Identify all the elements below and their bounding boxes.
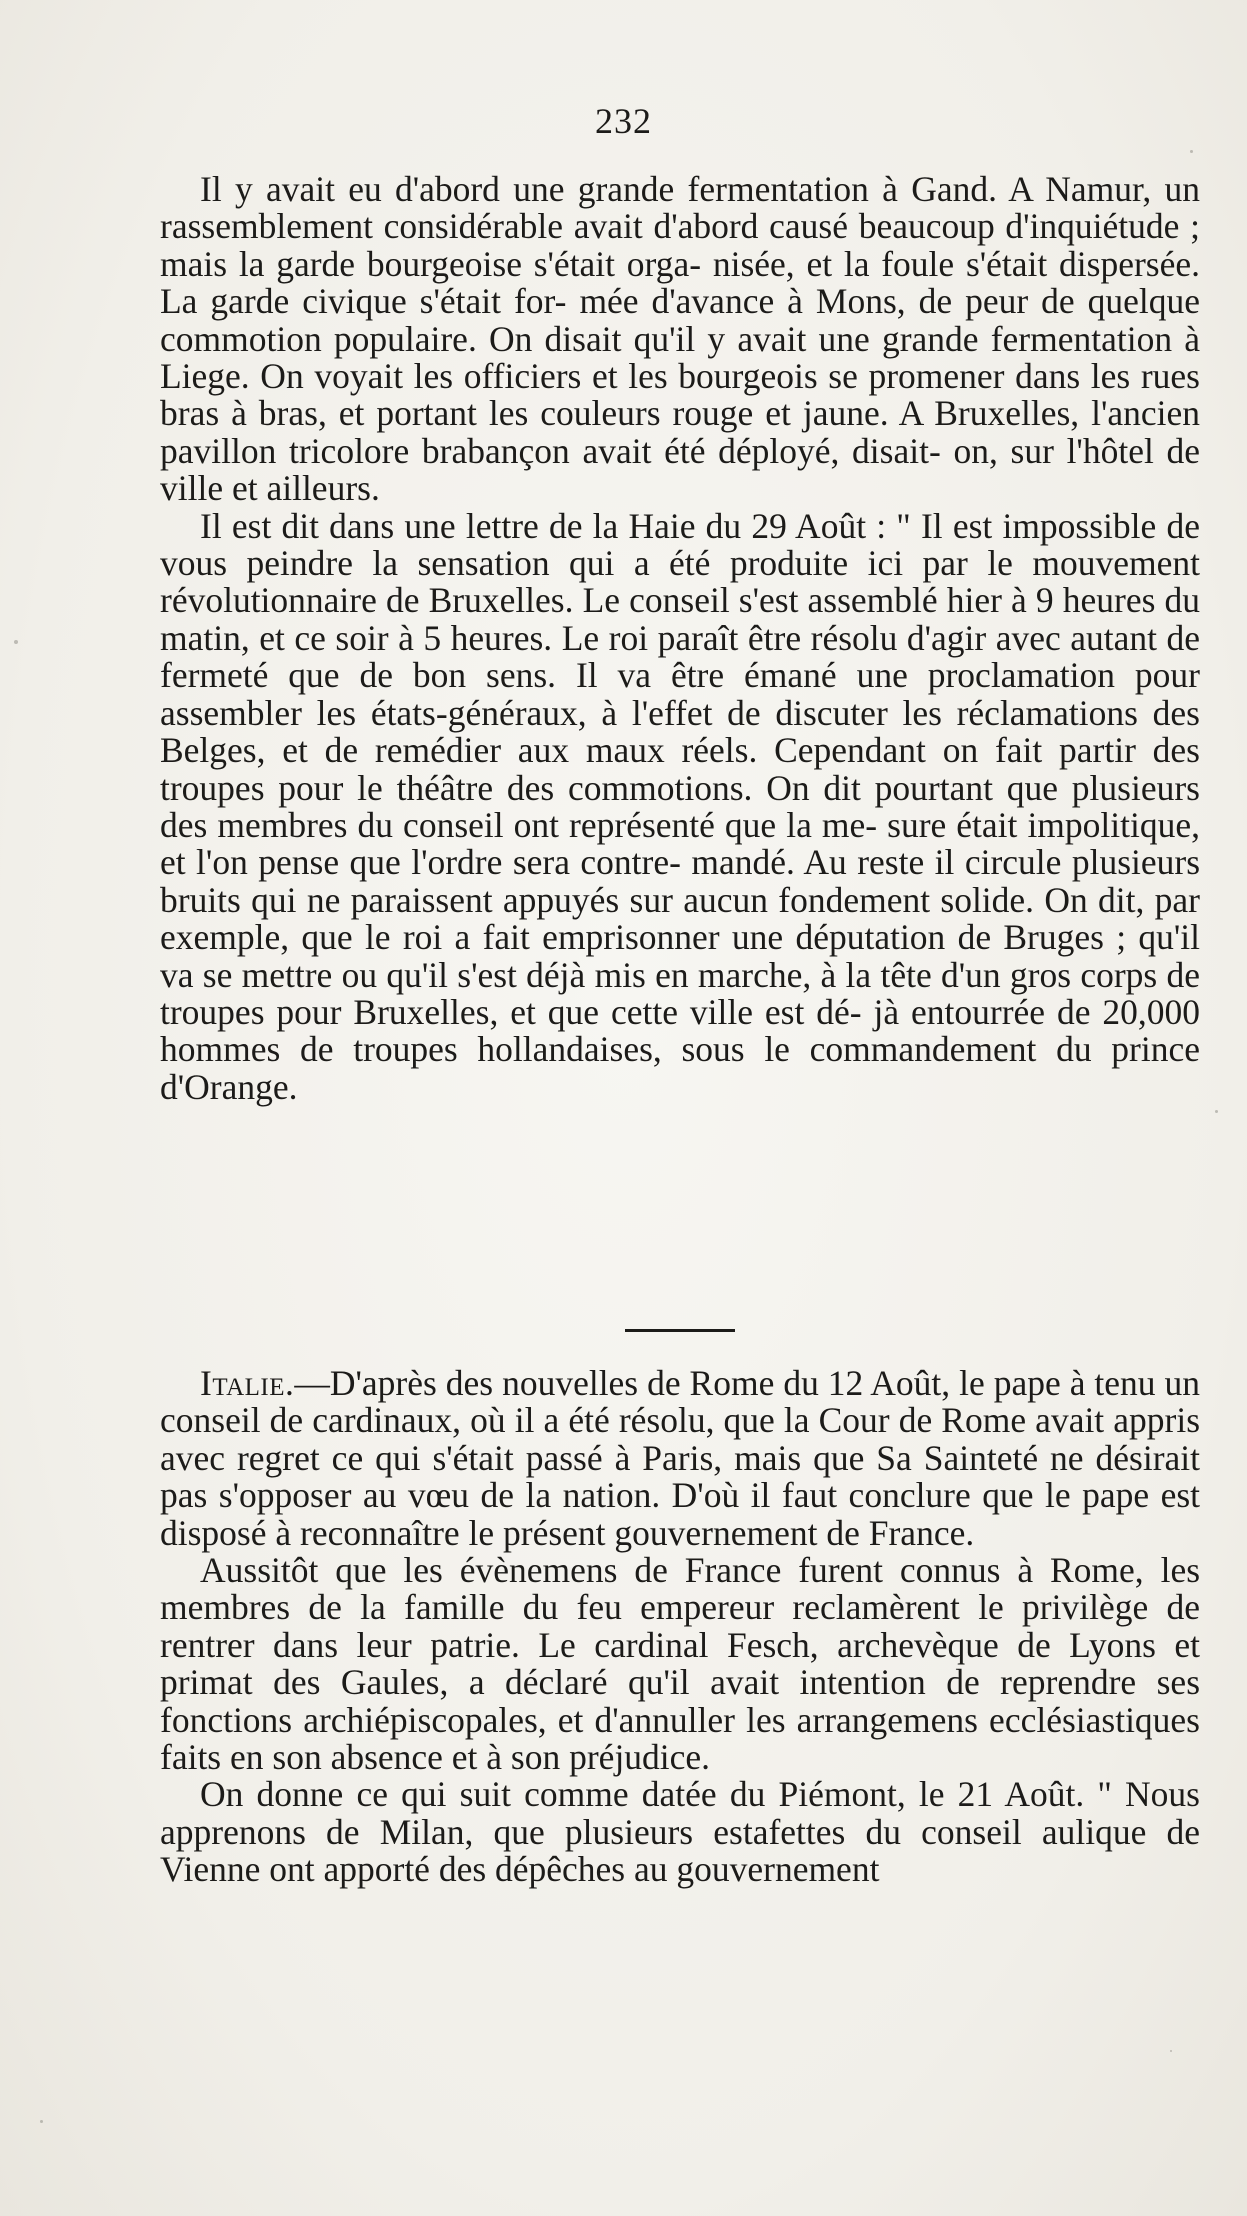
text-line: gros corps de troupes pour Bruxelles, et que cette ville est dé- bbox=[160, 954, 1200, 1032]
paragraph-italie-famille bbox=[160, 1552, 1200, 1776]
text-line: bras à bras, et portant les couleurs rouge et jaune. A Bruxelles, bbox=[160, 393, 1080, 434]
text-line: On donne ce qui suit comme datée du Piémont, le 21 Août. bbox=[200, 1774, 1085, 1815]
text-line: la Cour de Rome avait appris avec regret ce qui s'était passé à bbox=[160, 1400, 1201, 1478]
text-line: Le roi paraît être résolu d'agir avec autant de fermeté que de bbox=[160, 617, 1201, 696]
section-heading: Italie. bbox=[200, 1363, 295, 1403]
text-line: d'annuller les arrangemens ecclésiastiques faits en son absence bbox=[160, 1699, 1200, 1778]
text-line: et à son préjudice. bbox=[451, 1737, 711, 1778]
text-line: appuyés sur aucun fondement solide. On dit, par exemple, bbox=[160, 879, 1201, 958]
text-line: beaucoup d'inquiétude ; mais la garde bourgeoise s'était orga- bbox=[160, 206, 1200, 284]
text-line: Il y avait eu d'abord une grande fermentation à Gand. A bbox=[200, 169, 1032, 209]
text-line: par le mouvement révolutionnaire de Bruxelles. Le conseil bbox=[160, 543, 1200, 621]
paragraph-italie-rome bbox=[160, 1365, 1200, 1552]
text-block-italie bbox=[160, 1365, 1200, 1889]
paragraph-italie-piemont bbox=[160, 1776, 1200, 1888]
text-line: nisée, et la foule s'était dispersée. La garde civique s'était for- bbox=[160, 243, 1201, 322]
text-line: le privilège de rentrer dans leur patrie. Le cardinal Fesch, bbox=[160, 1587, 1200, 1665]
text-line: On disait qu'il y avait une grande fermentation à Liege. On bbox=[160, 318, 1200, 397]
text-line: va se mettre ou qu'il s'est déjà mis en marche, à la tête d'un bbox=[160, 954, 1001, 995]
text-block-top bbox=[160, 171, 1200, 1106]
text-line: Il est dit dans une lettre de la Haie du 29 Août : " Il est bbox=[200, 505, 993, 546]
text-line: Aussitôt que les évènemens de France furent connus à Rome, bbox=[200, 1550, 1144, 1591]
paper-speck bbox=[14, 640, 18, 644]
text-line: aulique de Vienne ont apporté des dépêches au gouvernement bbox=[160, 1811, 1201, 1890]
section-divider bbox=[625, 1329, 735, 1332]
text-line: l'ancien pavillon tricolore brabançon avait été déployé, disait- bbox=[160, 393, 1201, 471]
paper-speck bbox=[1170, 2050, 1172, 2052]
paper-speck bbox=[40, 2120, 43, 2123]
text-line: mée d'avance à Mons, de peur de quelque commotion populaire. bbox=[160, 281, 1200, 359]
text-line: commandement du prince d'Orange. bbox=[160, 1029, 1200, 1107]
text-line: Paris, mais que Sa Sainteté ne désirait pas s'opposer au vœu bbox=[160, 1437, 1200, 1516]
text-line: de la nation. D'où il faut conclure que le pape est disposé à bbox=[160, 1475, 1201, 1553]
text-line: sure était impolitique, et l'on pense que l'ordre sera contre- bbox=[160, 804, 1201, 883]
text-line: jà entourrée de 20,000 hommes de troupes hollandaises, sous le bbox=[160, 991, 1201, 1070]
text-line: s'est assemblé hier à 9 heures du matin, et ce soir à 5 heures. bbox=[160, 580, 1200, 658]
text-line: —D'après des nouvelles de Rome du 12 Août, le bbox=[294, 1363, 985, 1403]
text-line: on, sur l'hôtel de ville et ailleurs. bbox=[160, 430, 1200, 509]
text-line: avait intention de reprendre ses fonctions archiépiscopales, et bbox=[160, 1662, 1201, 1740]
text-line: voyait les officiers et les bourgeois se promener dans les rues bbox=[314, 356, 1200, 397]
text-line: Namur, un rassemblement considérable avait d'abord causé bbox=[160, 169, 1200, 247]
text-line: les membres de la famille du feu empereur reclamèrent bbox=[160, 1550, 1201, 1628]
text-line: des troupes pour le théâtre des commotions. On dit pourtant bbox=[160, 730, 1200, 808]
paragraph-belgium-fermentation bbox=[160, 171, 1200, 508]
text-line: archevèque de Lyons et primat des Gaules, a déclaré qu'il bbox=[160, 1624, 1201, 1703]
page-number: 232 bbox=[595, 101, 652, 141]
text-line: impossible de vous peindre la sensation qui a été produite ici bbox=[160, 505, 1200, 584]
text-line: mandé. Au reste il circule plusieurs bruits qui ne paraissent bbox=[160, 842, 1201, 920]
paragraph-hague-letter bbox=[160, 505, 1201, 1107]
text-line: pape à tenu un conseil de cardinaux, où il a été résolu, que bbox=[160, 1363, 1200, 1441]
text-line: " Nous apprenons de Milan, que plusieurs estafettes du conseil bbox=[160, 1774, 1200, 1852]
paper-speck bbox=[1215, 1110, 1218, 1113]
text-line: bon sens. Il va être émané une proclamation pour assembler bbox=[160, 655, 1201, 733]
text-line: reconnaître le présent gouvernement de France. bbox=[300, 1512, 975, 1553]
text-line: que le roi a fait emprisonner une députation de Bruges ; qu'il bbox=[301, 917, 1200, 958]
text-line: les états-généraux, à l'effet de discuter les réclamations des bbox=[316, 692, 1201, 733]
text-line: que plusieurs des membres du conseil ont représenté que la me- bbox=[160, 767, 1200, 845]
text-line: Belges, et de remédier aux maux réels. Cependant on fait partir bbox=[160, 730, 1136, 771]
paper-speck bbox=[1190, 150, 1193, 153]
